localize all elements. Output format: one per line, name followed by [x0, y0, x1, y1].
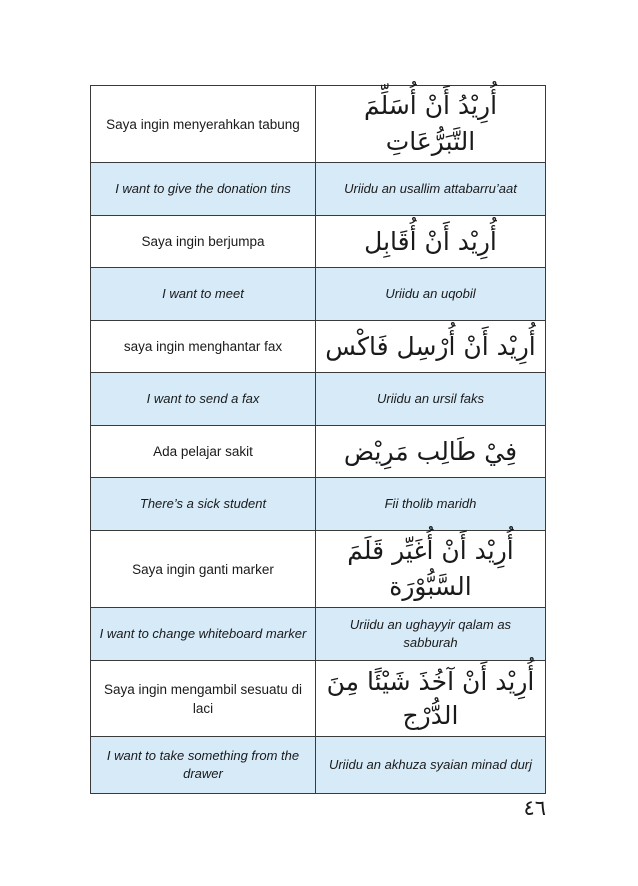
- english-translation: I want to change whiteboard marker: [91, 608, 316, 661]
- arabic-phrase: فِيْ طَالِب مَرِيْض: [316, 426, 546, 478]
- transliteration: Uriidu an uqobil: [316, 268, 546, 321]
- english-translation: I want to give the donation tins: [91, 163, 316, 216]
- malay-phrase: Saya ingin menyerahkan tabung: [91, 86, 316, 163]
- arabic-phrase: أُرِيْد أَنْ أُرْسِل فَاكْس: [316, 321, 546, 373]
- arabic-phrase: أُرِيْد أَنْ أُقَابِل: [316, 216, 546, 268]
- malay-phrase: Saya ingin berjumpa: [91, 216, 316, 268]
- table-row: [91, 661, 546, 737]
- malay-phrase: saya ingin menghantar fax: [91, 321, 316, 373]
- transliteration: Uriidu an akhuza syaian minad durj: [316, 737, 546, 794]
- malay-phrase: Ada pelajar sakit: [91, 426, 316, 478]
- transliteration: Fii tholib maridh: [316, 478, 546, 531]
- table-row: [91, 608, 546, 661]
- table-row: [91, 163, 546, 216]
- page-number: ٤٦: [523, 796, 546, 820]
- transliteration: Uriidu an ughayyir qalam as sabburah: [316, 608, 546, 661]
- table-row: [91, 737, 546, 794]
- arabic-phrase: أُرِيْدُ أَنْ أُسَلِّمَ التَّبَرُّعَاتِ: [316, 86, 546, 163]
- english-translation: I want to meet: [91, 268, 316, 321]
- table-row: [91, 86, 546, 163]
- table-row: [91, 216, 546, 268]
- phrase-table: [90, 85, 546, 794]
- table-row: [91, 478, 546, 531]
- table-row: [91, 426, 546, 478]
- english-translation: There’s a sick student: [91, 478, 316, 531]
- transliteration: Uriidu an usallim attabarru’aat: [316, 163, 546, 216]
- table-row: [91, 531, 546, 608]
- table-row: [91, 268, 546, 321]
- english-translation: I want to send a fax: [91, 373, 316, 426]
- table-row: [91, 373, 546, 426]
- transliteration: Uriidu an ursil faks: [316, 373, 546, 426]
- arabic-phrase: أُرِيْد أَنْ أُغَيِّر قَلَمَ السَّبُّوْرَة: [316, 531, 546, 608]
- malay-phrase: Saya ingin ganti marker: [91, 531, 316, 608]
- table-row: [91, 321, 546, 373]
- arabic-phrase: أُرِيْد أَنْ آخُذَ شَيْئًا مِنَ الدُّرْج: [316, 661, 546, 737]
- english-translation: I want to take something from the drawer: [91, 737, 316, 794]
- malay-phrase: Saya ingin mengambil sesuatu di laci: [91, 661, 316, 737]
